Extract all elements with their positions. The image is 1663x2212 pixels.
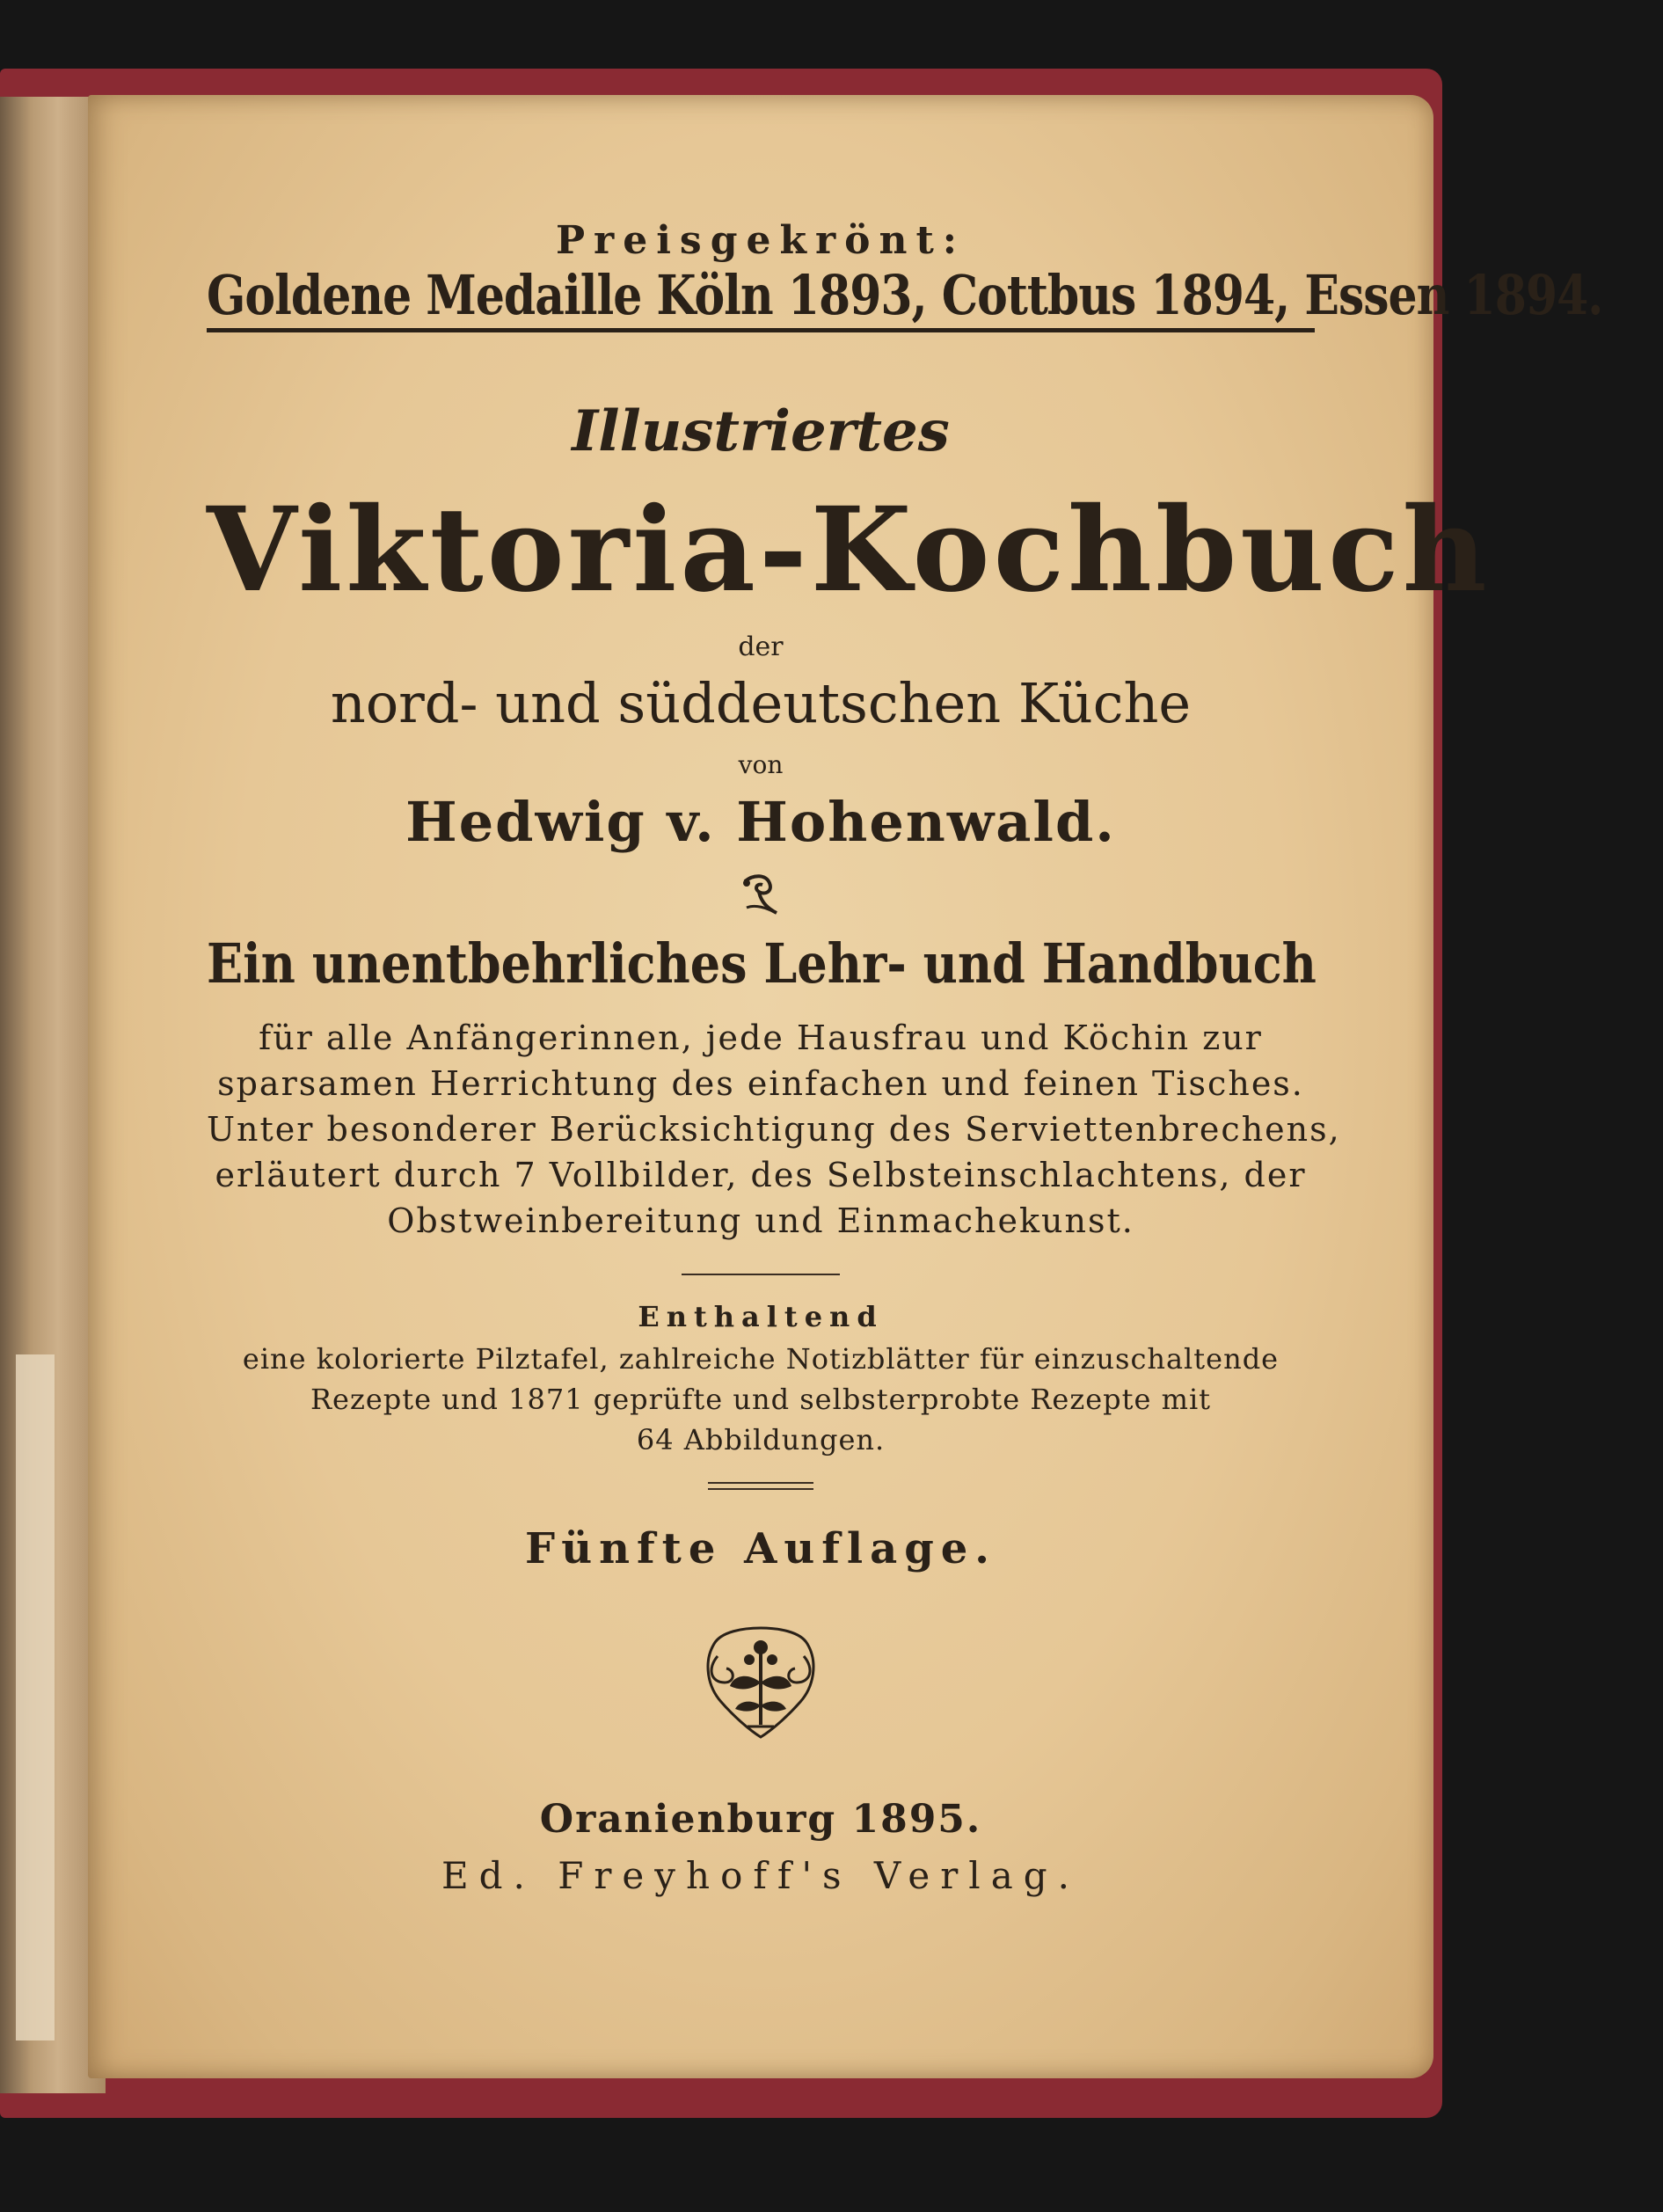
tagline: Ein unentbehrliches Lehr- und Handbuch [207,931,1317,996]
book-title: Viktoria-Kochbuch [207,482,1491,618]
title-page [88,95,1603,2078]
section-divider [682,1274,840,1275]
double-divider [708,1482,813,1490]
description-line: für alle Anfängerinnen, jede Hausfrau und Köchin zur [259,1018,1263,1057]
contents-label: Enthaltend [638,1300,884,1333]
contents-line: eine kolorierte Pilztafel, zahlreiche Notizblätter für einzuschaltende [242,1342,1280,1376]
author-name: Hedwig v. Hohenwald. [405,790,1116,854]
edition-label: Fünfte Auflage. [524,1524,997,1573]
description-line: erläutert durch 7 Vollbilder, des Selbsteinschlachtens, der [215,1156,1307,1194]
contents-line: 64 Abbildungen. [636,1423,886,1456]
imprint-place-year: Oranienburg 1895. [539,1797,982,1842]
description-line: Unter besonderer Berücksichtigung des Serviettenbrechens, [207,1110,1341,1149]
imprint-publisher: Ed. Freyhoff's Verlag. [441,1854,1081,1897]
contents-line: Rezepte und 1871 geprüfte und selbsterprobte Rezepte mit [310,1383,1212,1416]
pre-title: Illustriertes [572,398,950,464]
description-line: sparsamen Herrichtung des einfachen und feinen Tisches. [217,1064,1304,1103]
leaf-ornament-icon [734,869,787,922]
title-connector-von: von [738,750,784,779]
award-text: Goldene Medaille Köln 1893, Cottbus 1894, Essen 1894. [207,264,1603,328]
title-connector-der: der [738,631,784,662]
header-rule [207,328,1315,332]
description-line: Obstweinbereitung und Einmachekunst. [387,1201,1134,1240]
book-subtitle: nord- und süddeutschen Küche [330,671,1192,735]
award-label: Preisgekrönt: [555,218,966,263]
floral-vignette-icon [695,1621,827,1744]
